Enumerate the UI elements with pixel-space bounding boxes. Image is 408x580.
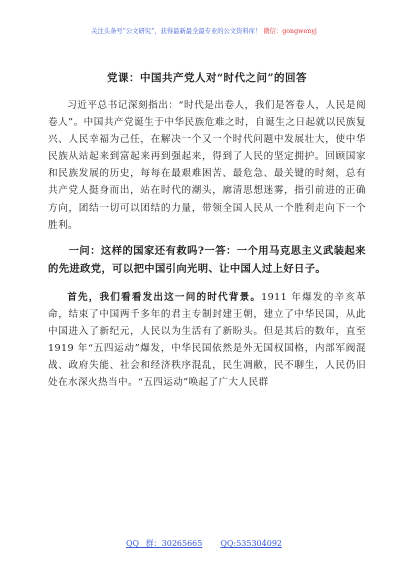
wechat-id: 微信：gongwenyj [263, 28, 317, 35]
header-note [0, 26, 408, 35]
paragraph-body: 1911 年爆发的辛亥革命，结束了中国两千多年的君主专制封建王朝，建立了中华民国，从此中国进入了新纪元，人民以为生活有了新盼头。但是其后的数年，直至 1919 年“五四运动”爆发，中华民国依然是外无国权国格，内部军阀混战、政府失能、社会和经济秩序混乱，民生凋敝，民不聊生，人民仍旧处在水深火热当中。“五四运动”唤起了广大人民群 [48, 291, 367, 389]
qq-group: QQ 群：30265665 [125, 539, 203, 548]
question-one: 一问：这样的国家还有救吗?一答：一个用马克思主义武装起来的先进政党，可以把中国引向光明、让中国人过上好日子。 [48, 244, 366, 276]
document-title: 党课：中国共产党人对“时代之问”的回答 [106, 72, 308, 84]
qq-number: QQ:535304092 [220, 539, 282, 548]
paragraph-intro: 习近平总书记深刻指出：“时代是出卷人，我们是答卷人，人民是阅卷人”。中国共产党诞生于中华民族危难之时，自诞生之日起就以民族复兴、人民幸福为己任，在解决一个又一个时代问题中发展壮大，使中华民族从站起来到富起来再到强起来，得到了人民的坚定拥护。回顾国家和民族发展的历史，每每在最艰难困苦、最危急、最关键的时刻，总有共产党人挺身而出，站在时代的潮头，廓清思想迷雾，指引前进的正确方向，团结一切可以团结的力量，带领全国人民从一个胜利走向下一个胜利。 [48, 100, 366, 231]
header-note-text: 关注头条号“公文研究”，获得最新最全最专业的公文资料库！ [91, 28, 264, 35]
paragraph-background [48, 289, 366, 392]
paragraph-lead: 首先，我们看看发出这一问的时代背景。 [67, 291, 262, 303]
document-body [48, 70, 366, 399]
footer-contacts [0, 538, 408, 549]
